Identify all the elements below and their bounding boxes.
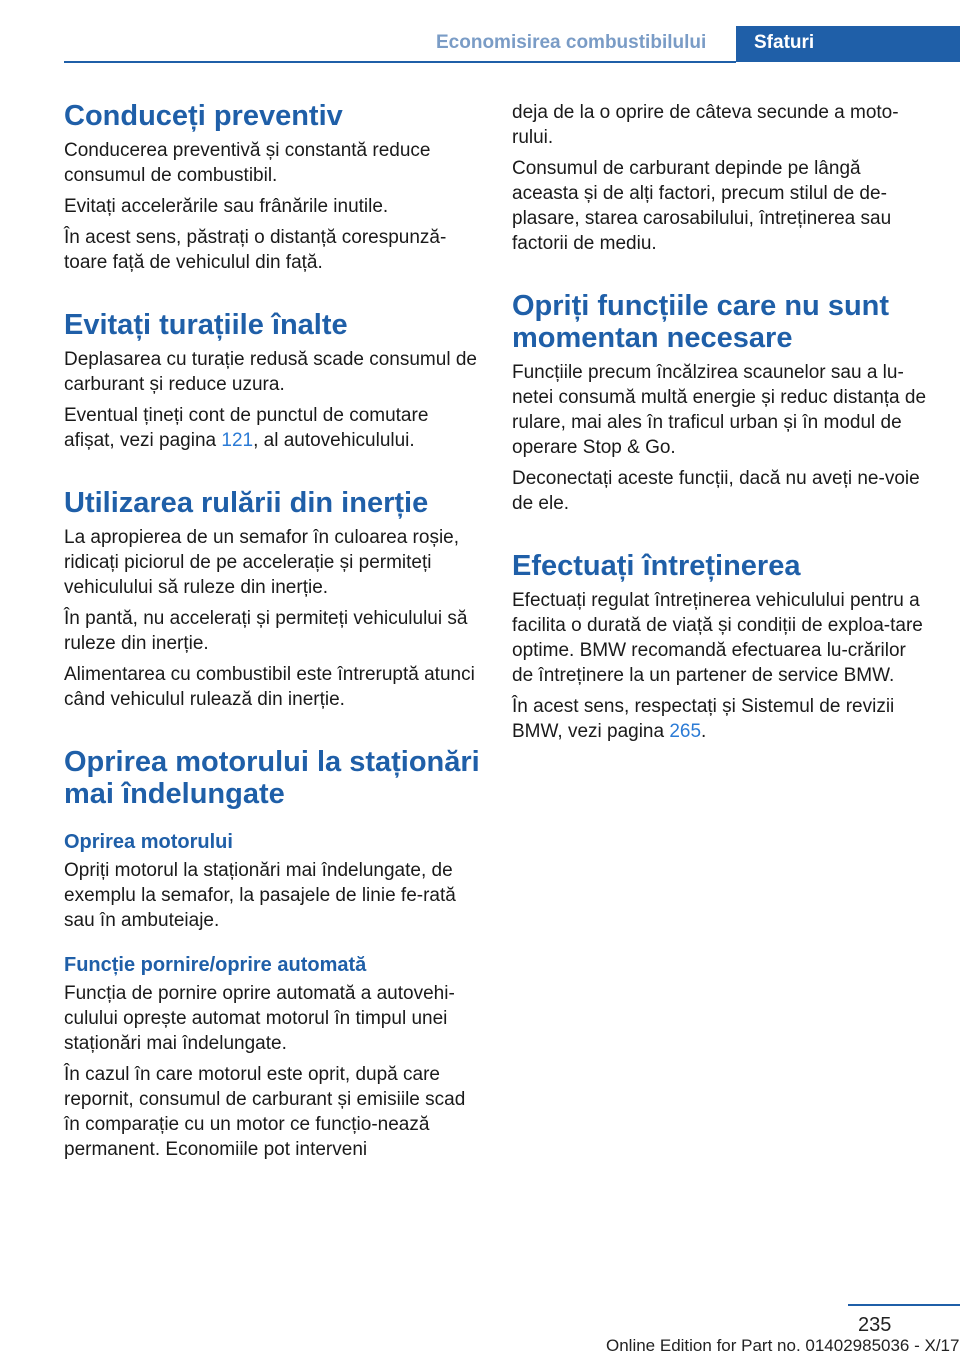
paragraph: În pantă, nu accelerați și permiteți vehiculului să ruleze din inerție. bbox=[64, 608, 468, 654]
heading-turn-off-functions: Opriți funcțiile care nu sunt momentan necesare bbox=[512, 290, 890, 354]
heading-avoid-high-rpm: Evitați turațiile înalte bbox=[64, 309, 348, 341]
chapter-title: Economisirea combustibilului bbox=[436, 32, 707, 53]
paragraph: În acest sens, păstrați o distanță corespunză‐toare față de vehiculul din față. bbox=[64, 227, 447, 273]
section-tab: Sfaturi bbox=[736, 26, 960, 62]
header-rule bbox=[64, 61, 736, 63]
right-column bbox=[512, 100, 928, 750]
heading-coasting: Utilizarea rulării din inerție bbox=[64, 487, 429, 519]
heading-maintenance: Efectuați întreținerea bbox=[512, 550, 801, 582]
paragraph: Conducerea preventivă și constantă reduce consumul de combustibil. bbox=[64, 140, 431, 186]
paragraph-text: În acest sens, respectați și Sistemul de revizii BMW, vezi pagina bbox=[512, 696, 895, 742]
paragraph: Funcțiile precum încălzirea scaunelor sau a lu‐netei consumă multă energie și reduc distanța de rulare, mai ales în traficul urban și în modul de operare Stop & Go. bbox=[512, 362, 927, 458]
paragraph-text: Eventual țineți cont de punctul de comutare afișat, vezi pagina bbox=[64, 405, 429, 451]
paragraph: Deplasarea cu turație redusă scade consumul de carburant și reduce uzura. bbox=[64, 349, 477, 395]
edition-footer: Online Edition for Part no. 01402985036 - X/17 bbox=[606, 1336, 960, 1355]
paragraph: Efectuați regulat întreținerea vehiculului pentru a facilita o durată de viață și condiții de exploa‐tare optime. BMW recomandă efectuarea lu‐crărilor de întreținere la un partener de service BMW. bbox=[512, 590, 923, 686]
paragraph bbox=[64, 403, 480, 453]
paragraph-text: , al autovehiculului. bbox=[253, 430, 415, 451]
subheading-auto-start-stop: Funcție pornire/oprire automată bbox=[64, 954, 367, 976]
paragraph: Consumul de carburant depinde pe lângă aceasta și de alți factori, precum stilul de de‐plasare, starea carosabilului, întreținerea sau factorii de mediu. bbox=[512, 158, 892, 254]
heading-engine-stop: Oprirea motorului la staționări mai îndelungate bbox=[64, 746, 480, 810]
page-header bbox=[0, 26, 960, 62]
paragraph: Evitați accelerările sau frânările inutile. bbox=[64, 196, 389, 217]
footer-rule bbox=[848, 1304, 960, 1306]
paragraph: În cazul în care motorul este oprit, după care repornit, consumul de carburant și emisiile scad în comparație cu un motor ce funcțio‐nează permanent. Economiile pot interveni bbox=[64, 1064, 466, 1160]
paragraph: Deconectați aceste funcții, dacă nu aveți ne‐voie de ele. bbox=[512, 468, 920, 514]
paragraph: Opriți motorul la staționări mai îndelungate, de exemplu la semafor, la pasajele de linie fe‐rată sau în ambuteiaje. bbox=[64, 860, 456, 931]
paragraph: Funcția de pornire oprire automată a autovehi‐culului oprește automat motorul în timpul unei staționări mai îndelungate. bbox=[64, 983, 455, 1054]
paragraph: Alimentarea cu combustibil este întreruptă atunci când vehiculul rulează din inerție. bbox=[64, 664, 475, 710]
paragraph bbox=[512, 694, 928, 744]
page-link-121[interactable]: 121 bbox=[221, 430, 254, 451]
subheading-engine-stop: Oprirea motorului bbox=[64, 831, 233, 853]
paragraph: La apropierea de un semafor în culoarea roșie, ridicați piciorul de pe accelerație și permiteți vehiculului să ruleze din inerție. bbox=[64, 527, 460, 598]
left-column bbox=[64, 100, 480, 1168]
page-link-265[interactable]: 265 bbox=[669, 721, 702, 742]
page-number: 235 bbox=[858, 1314, 892, 1336]
heading-drive-preventively: Conduceți preventiv bbox=[64, 100, 343, 132]
paragraph: deja de la o oprire de câteva secunde a moto‐rului. bbox=[512, 102, 899, 148]
paragraph-text: . bbox=[701, 721, 707, 742]
